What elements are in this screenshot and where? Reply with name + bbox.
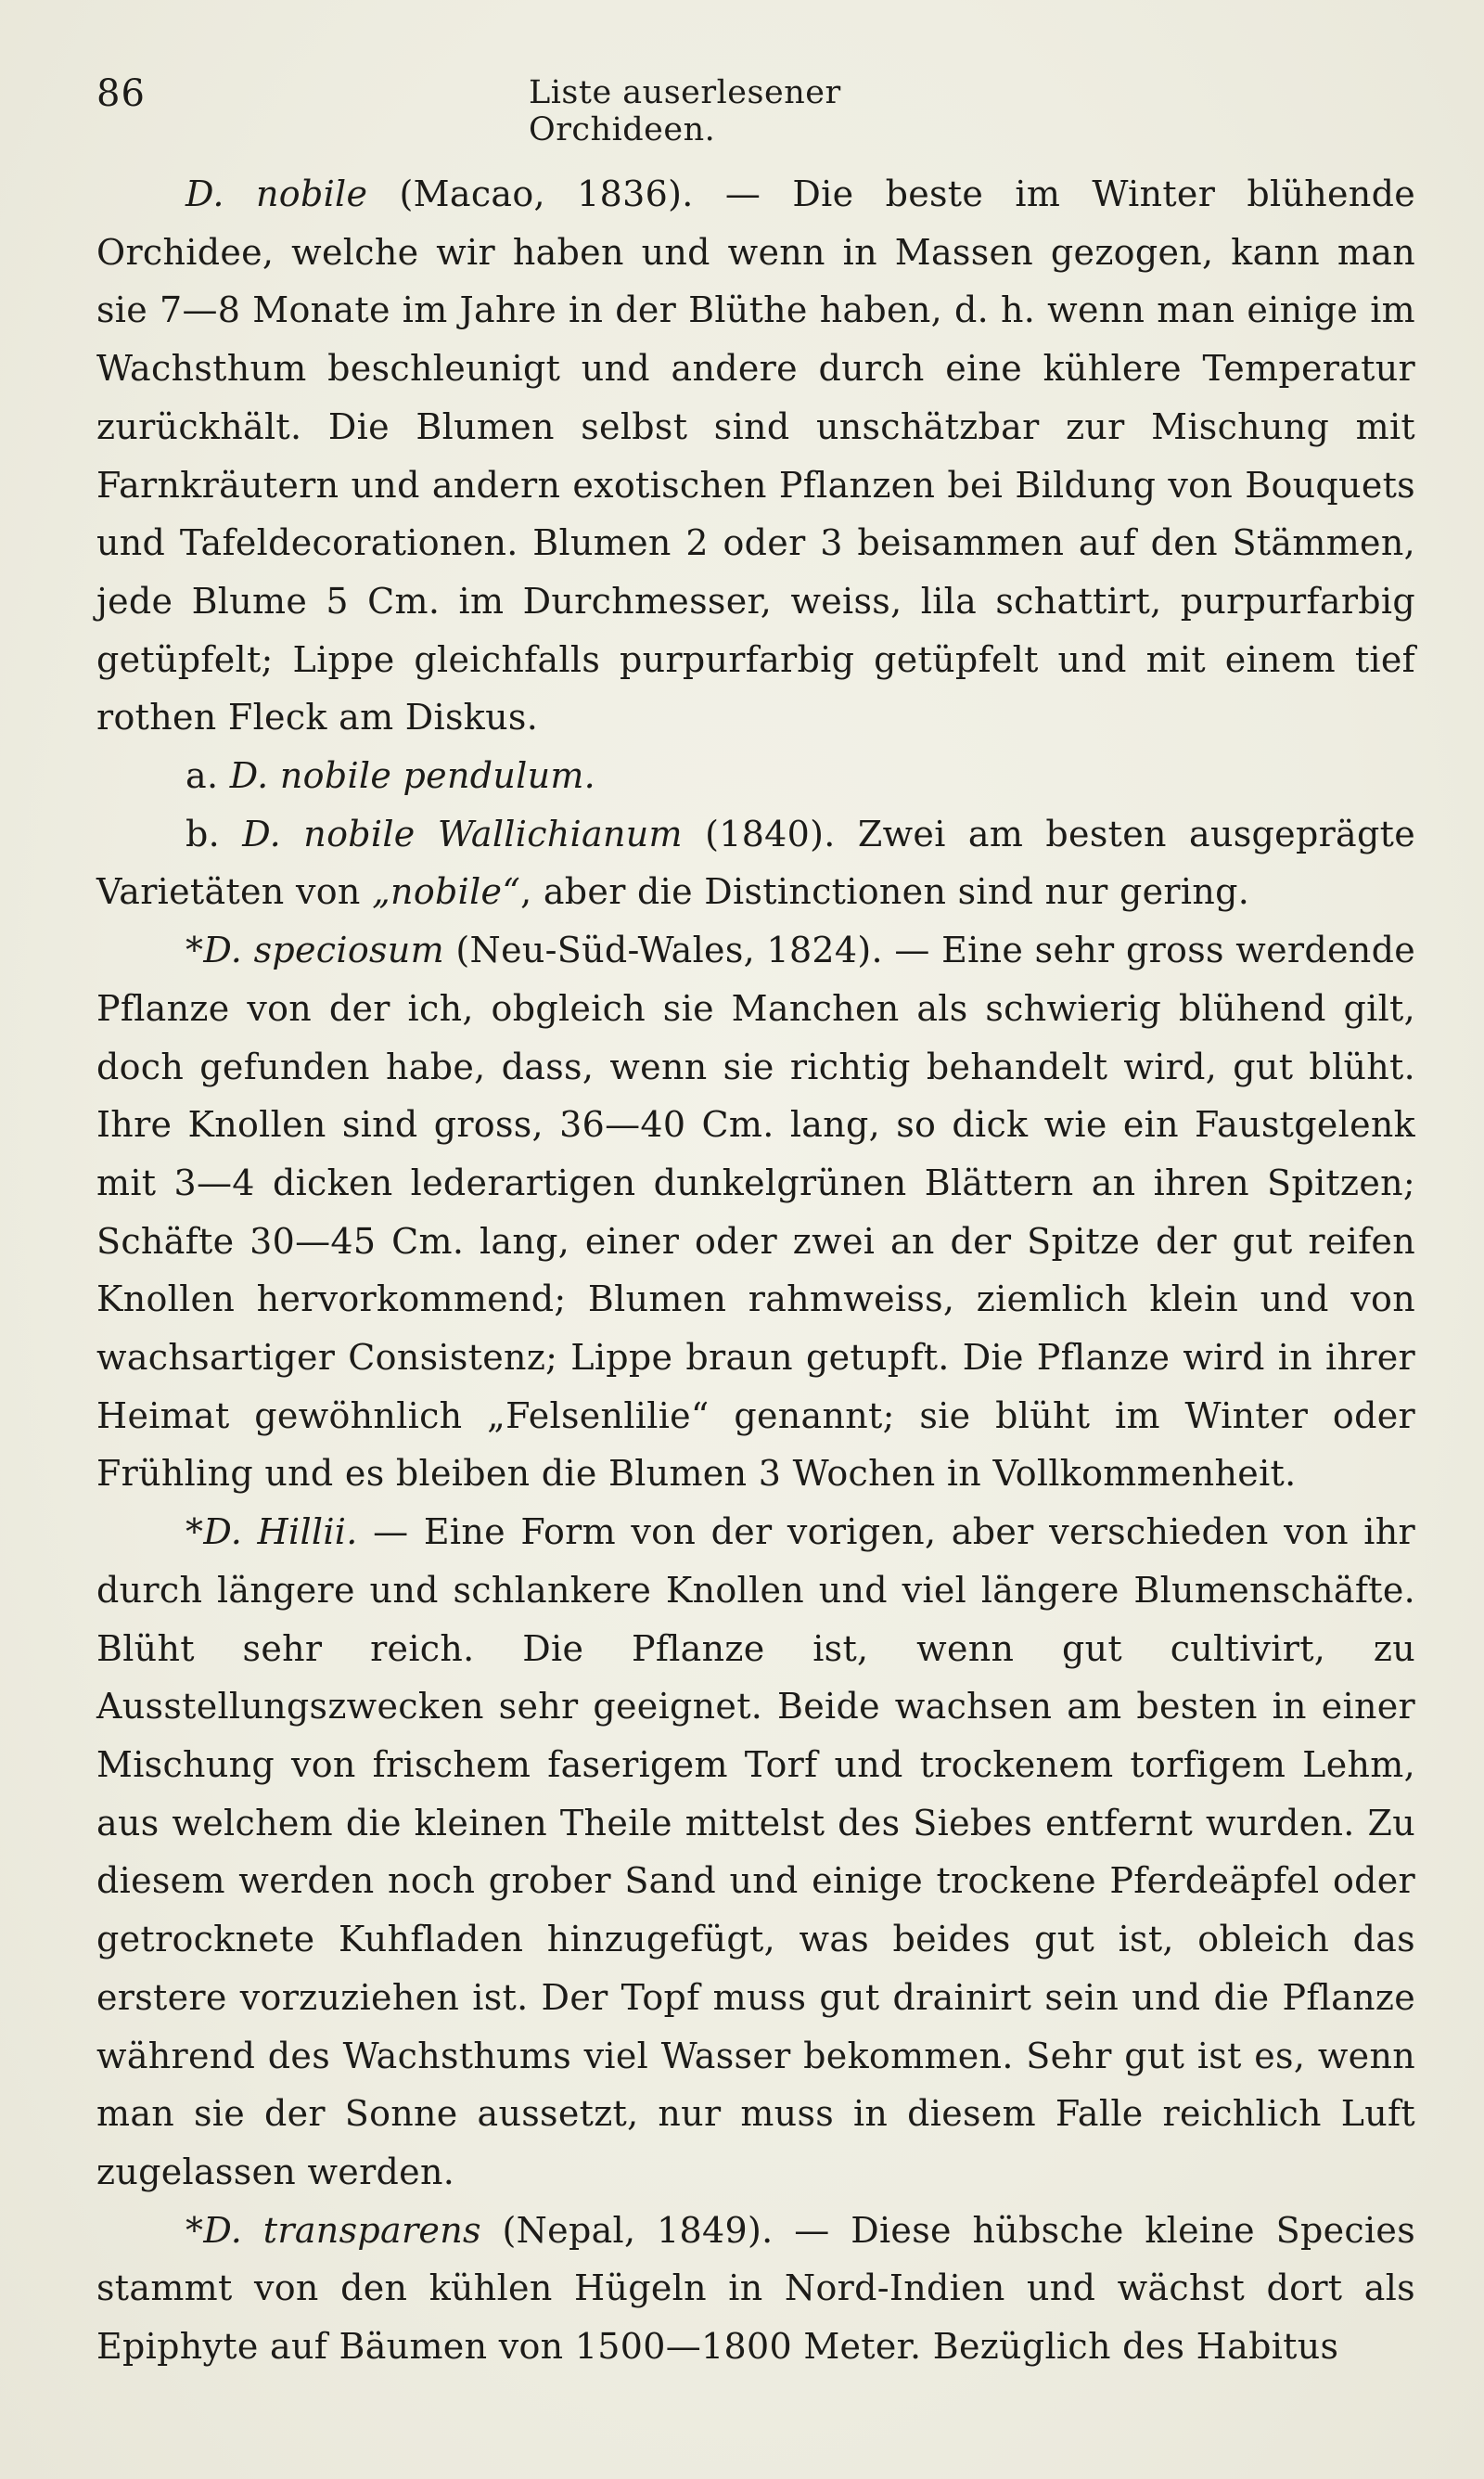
species-name: D. nobile bbox=[186, 173, 368, 214]
paragraph-text: (Nepal, 1849). — Diese hübsche kleine Species stammt von den kühlen Hügeln in Nord-Indien und wächst dort als Epiphyte auf Bäumen von 1500—1800 Meter. Bezüglich des Habitus bbox=[96, 2209, 1415, 2368]
paragraph-text: (1840). Zwei am besten ausgeprägte Varietäten von bbox=[96, 813, 1416, 913]
paragraph-d-transparens bbox=[96, 2202, 1415, 2376]
species-name: D. nobile pendulum. bbox=[229, 755, 596, 797]
paragraph-text: , aber die Distinctionen sind nur gering. bbox=[520, 871, 1250, 913]
list-marker: b. bbox=[186, 813, 243, 854]
paragraph-d-nobile bbox=[96, 165, 1415, 747]
species-name-quoted: „nobile“ bbox=[372, 871, 521, 913]
paragraph-d-speciosum bbox=[96, 921, 1415, 1503]
paragraph-text: — Eine Form von der vorigen, aber verschieden von ihr durch längere und schlankere Knollen und viel längere Blumenschäfte. Blüht sehr reich. Die Pflanze ist, wenn gut cultivirt, zu Ausstellungszwecken sehr geeignet. Beide wachsen am besten in einer Mischung von frischem faserigem Torf und trockenem torfigem Lehm, aus welchem die kleinen Theile mittelst des Siebes entfernt wurden. Zu diesem werden noch grober Sand und einige trockene Pferdeäpfel oder getrocknete Kuhfladen hinzugefügt, was beides gut ist, obleich das erstere vorzuziehen ist. Der Topf muss gut drainirt sein und die Pflanze während des Wachsthums viel Wasser bekommen. Sehr gut ist es, wenn man sie der Sonne aussetzt, nur muss in diesem Falle reichlich Luft zugelassen werden. bbox=[96, 1511, 1415, 2192]
running-title: Liste auserlesener Orchideen. bbox=[529, 74, 841, 148]
species-name: D. transparens bbox=[203, 2209, 481, 2251]
body-text bbox=[96, 165, 1415, 2376]
species-name: D. speciosum bbox=[203, 930, 444, 971]
asterisk-marker: * bbox=[186, 930, 204, 971]
paragraph-d-hillii bbox=[96, 1503, 1415, 2201]
page-number: 86 bbox=[96, 72, 146, 115]
asterisk-marker: * bbox=[186, 1511, 204, 1553]
list-marker: a. bbox=[186, 755, 230, 797]
paragraph-text: (Neu-Süd-Wales, 1824). — Eine sehr gross werdende Pflanze von der ich, obgleich sie Manchen als schwierig blühend gilt, doch gefunden habe, dass, wenn sie richtig behandelt wird, gut blüht. Ihre Knollen sind gross, 36—40 Cm. lang, so dick wie ein Faustgelenk mit 3—4 dicken lederartigen dunkelgrünen Blättern an ihren Spitzen; Schäfte 30—45 Cm. lang, einer oder zwei an der Spitze der gut reifen Knollen hervorkommend; Blumen rahmweiss, ziemlich klein und von wachsartiger Consistenz; Lippe braun getupft. Die Pflanze wird in ihrer Heimat gewöhnlich „Felsenlilie“ genannt; sie blüht im Winter oder Frühling und es bleiben die Blumen 3 Wochen in Vollkommenheit. bbox=[96, 930, 1415, 1495]
asterisk-marker: * bbox=[186, 2209, 204, 2251]
paragraph-variety-a bbox=[96, 747, 1415, 805]
page-header bbox=[96, 72, 989, 148]
paragraph-variety-b bbox=[96, 805, 1415, 921]
species-name: D. nobile Wallichianum bbox=[242, 813, 683, 854]
paragraph-text: (Macao, 1836). — Die beste im Winter blühende Orchidee, welche wir haben und wenn in Massen gezogen, kann man sie 7—8 Monate im Jahre in der Blüthe haben, d. h. wenn man einige im Wachsthum beschleunigt und andere durch eine kühlere Temperatur zurückhält. Die Blumen selbst sind unschätzbar zur Mischung mit Farnkräutern und andern exotischen Pflanzen bei Bildung von Bouquets und Tafeldecorationen. Blumen 2 oder 3 beisammen auf den Stämmen, jede Blume 5 Cm. im Durchmesser, weiss, lila schattirt, purpurfarbig getüpfelt; Lippe gleichfalls purpurfarbig getüpfelt und mit einem tief rothen Fleck am Diskus. bbox=[96, 173, 1415, 739]
species-name: D. Hillii. bbox=[203, 1511, 358, 1553]
